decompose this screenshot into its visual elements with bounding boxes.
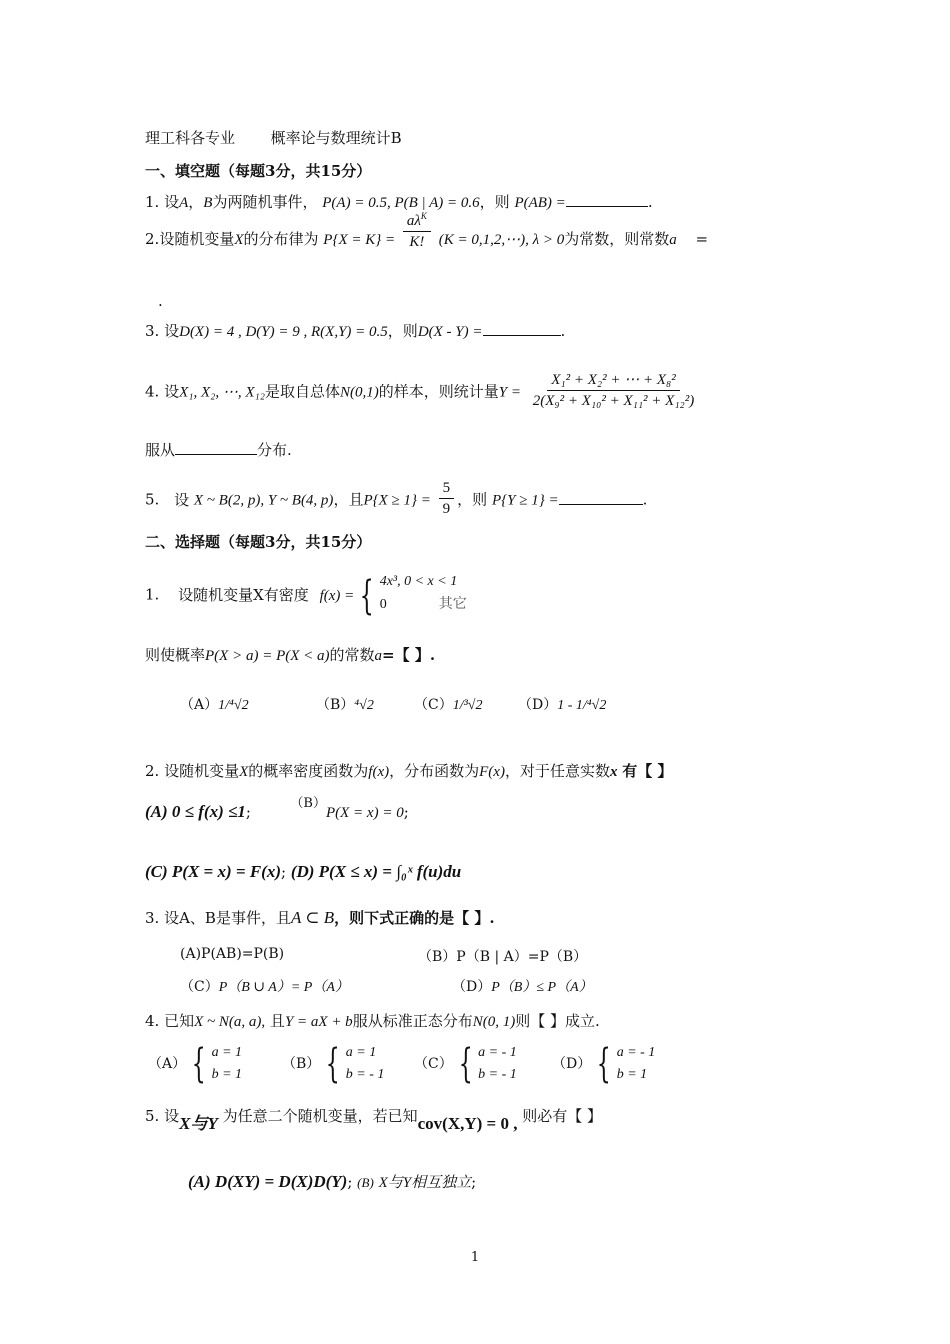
option-line1: a = - 1: [478, 1045, 517, 1060]
s1-q4: [145, 374, 701, 411]
s2-q1-option-c[interactable]: [414, 694, 483, 714]
option-label: （A）: [148, 1056, 187, 1072]
s1-q5: [145, 482, 647, 519]
s2-q4-expr2: Y = aX + b: [284, 1014, 353, 1030]
s1-q1-vars: A: [179, 195, 189, 211]
s2-q2-Fx: F(x): [479, 764, 505, 780]
s1-q1-text-b: 为两随机事件，: [212, 193, 318, 211]
option-line2: b = 1: [616, 1067, 648, 1082]
s2-q2-text-e: 有【 】: [622, 762, 673, 780]
s1-q2-var-a: a: [669, 232, 677, 248]
s1-q2-frac-sup: K: [420, 211, 427, 221]
s2-q1-line2b: 的常数: [329, 646, 375, 664]
s2-q4-option-c[interactable]: （C） { a = - 1 b = - 1: [414, 1041, 517, 1087]
option-label: （B）: [316, 697, 355, 713]
s1-q1-text-c: ，则: [479, 193, 510, 211]
s1-q5-expr: X ~ B(2, p), Y ~ B(4, p): [193, 492, 334, 509]
header-line: [145, 128, 402, 148]
s1-q2-fraction: [403, 206, 431, 252]
answer-blank[interactable]: [559, 490, 643, 505]
option-line2: b = - 1: [478, 1067, 517, 1082]
s1-q4-line2: [145, 440, 292, 460]
s2-q1-option-b[interactable]: [316, 694, 374, 714]
s2-q5-option-a[interactable]: (A) D(XY) = D(X)D(Y): [188, 1172, 348, 1191]
s1-q2-end: .: [158, 292, 163, 310]
section1-title: 一、填空题（每题3分，共15分）: [145, 162, 372, 180]
s2-q4-option-b[interactable]: （B） { a = 1 b = - 1: [282, 1041, 385, 1087]
s2-q1-line2-var: a: [374, 648, 383, 664]
s1-q2-text-a: 设随机变量: [159, 230, 235, 248]
option-label: （C）: [414, 1056, 453, 1072]
s1-q1-num: 1.: [145, 193, 160, 211]
answer-blank[interactable]: [483, 321, 561, 336]
s2-q4-expr3: N(0, 1): [472, 1014, 516, 1030]
s1-q1-ask: P(AB) =: [514, 195, 566, 211]
s1-q5-ask: P{Y ≥ 1} =: [491, 492, 559, 509]
s1-q3-text-b: ，则: [387, 322, 418, 340]
s2-q5-vars: X与Y: [179, 1114, 218, 1133]
s1-q2-cond: (K = 0,1,2,⋯), λ > 0: [438, 232, 565, 248]
s2-q4: [145, 1011, 600, 1032]
s2-q4-text-d: 则【 】成立.: [515, 1012, 600, 1030]
s1-q4-fraction: [529, 370, 699, 411]
s2-q1-line2c: =【 】.: [382, 646, 436, 664]
s2-q1-case2b: 其它: [438, 596, 467, 612]
s2-q1: [145, 572, 467, 619]
s2-q2-option-c[interactable]: (C) P(X = x) = F(x): [145, 862, 281, 881]
option-value: 1/³√2: [452, 698, 483, 713]
s1-q4-denominator: 2(X₉² + X₁₀² + X₁₁² + X₁₂²): [532, 393, 695, 409]
s2-q3-option-a[interactable]: (A)P(AB)=P(B): [180, 946, 285, 962]
s1-q3-expr: D(X) = 4 , D(Y) = 9 , R(X,Y) = 0.5: [179, 324, 388, 340]
s2-q2-option-d[interactable]: (D) P(X ≤ x) = ∫₀ˣ f(u)du: [290, 862, 462, 881]
s1-q2-eq: =: [695, 230, 709, 248]
s1-q5-text-c: ，则: [457, 490, 488, 509]
s2-q1-case1: 4x³, 0 < x < 1: [379, 574, 458, 589]
s2-q1-case2a: 0: [379, 597, 387, 612]
option-line2: b = 1: [211, 1067, 243, 1082]
s2-q1-option-a[interactable]: [180, 694, 249, 714]
s2-q4-option-a[interactable]: （A） { a = 1 b = 1: [148, 1041, 243, 1087]
s1-q2-var-x: X: [234, 232, 244, 248]
s2-q2-option-a[interactable]: (A) 0 ≤ f(x) ≤1: [145, 802, 246, 821]
s1-q5-num: 5.: [145, 490, 160, 509]
option-label: （B）: [282, 1056, 321, 1072]
option-value: P（B ∪ A）= P（A）: [218, 980, 349, 995]
s2-q1-brace: {: [359, 572, 374, 619]
s1-q3-text-a: 设: [164, 322, 180, 340]
s1-q5-frac-num: 5: [439, 478, 455, 499]
s2-q2: [145, 761, 672, 782]
s1-q5-frac-den: 9: [442, 501, 451, 517]
s1-q4-text-d: 服从: [145, 441, 176, 459]
option-line1: a = 1: [345, 1045, 377, 1060]
s2-q2-option-b[interactable]: P(X = x) = 0: [325, 805, 404, 821]
s1-q5-text-b: ，且: [333, 490, 364, 509]
s1-q2-lhs: P{X = K} =: [323, 232, 396, 248]
option-value: P（B）≤ P（A）: [491, 980, 593, 995]
s1-q3-ask: D(X - Y) =: [417, 324, 483, 340]
s1-q2-text-c: 为常数，则常数: [564, 230, 670, 248]
s1-q1-text-a: 设: [164, 193, 180, 211]
s1-q2-frac-num: aλ: [406, 213, 421, 229]
s2-q2-options-ab: (A) 0 ≤ f(x) ≤1; （B）P(X = x) = 0;: [145, 796, 409, 821]
s1-q4-num: 4.: [145, 382, 160, 401]
s2-q3-text-a: 设A、B是事件，且: [164, 909, 291, 927]
page-number: 1: [470, 1250, 480, 1265]
option-label: （B）: [290, 796, 326, 811]
s1-q5-text-a: 设: [174, 490, 190, 509]
s2-q3-option-c[interactable]: [180, 976, 349, 996]
s2-q5-text-a: 设: [164, 1107, 180, 1125]
s1-q4-numerator: X₁² + X₂² + ⋯ + X₈²: [547, 370, 680, 391]
option-line1: a = - 1: [616, 1045, 656, 1060]
option-label: （C）: [414, 697, 453, 713]
s2-q1-line2-expr: P(X > a) = P(X < a): [205, 648, 330, 664]
answer-blank[interactable]: [566, 192, 648, 207]
s2-q3-text-b: ，则下式正确的是【 】.: [334, 909, 495, 927]
s1-q5-lhs: P{X ≥ 1} =: [363, 492, 431, 509]
s1-q5-end: .: [642, 490, 648, 509]
s2-q5-options: (A) D(XY) = D(X)D(Y); (B) X与Y相互独立;: [188, 1172, 477, 1191]
s2-q5-text-c: 则必有【 】: [522, 1107, 603, 1125]
s2-q1-option-d[interactable]: [518, 694, 606, 714]
s2-q1-cases: [380, 571, 467, 616]
s1-q1-end: .: [647, 193, 653, 211]
s2-q4-text-c: 服从标准正态分布: [352, 1012, 473, 1030]
s1-q2-frac-den: K!: [409, 234, 425, 250]
s1-q1: 1. 设A，B为两随机事件， P(A) = 0.5, P(B | A) = 0.6，则 P(AB) = .: [145, 193, 653, 211]
s1-q5-fraction: [439, 478, 455, 519]
s2-q3-option-d[interactable]: [452, 976, 593, 996]
s1-q2-text-b: 的分布律为: [243, 230, 319, 248]
s2-q2-text-c: ，分布函数为: [389, 762, 480, 780]
option-label: （D）: [552, 1056, 592, 1072]
s2-q1-fx: f(x) =: [319, 587, 355, 604]
s1-q2-num: 2.: [145, 230, 160, 248]
section2-title: 二、选择题（每题3分，共15分）: [145, 533, 372, 551]
option-value: 1/⁴√2: [218, 698, 249, 713]
s2-q2-num: 2.: [145, 762, 160, 780]
s2-q1-line2a: 则使概率: [145, 646, 206, 664]
s1-q1-expr: P(A) = 0.5, P(B | A) = 0.6: [322, 195, 480, 211]
s2-q2-options-cd: (C) P(X = x) = F(x); (D) P(X ≤ x) = ∫₀ˣ f(u)du: [145, 862, 462, 881]
s2-q2-text-d: ，对于任意实数: [504, 762, 610, 780]
header-title: 概率论与数理统计B: [270, 129, 402, 147]
s1-q1-var-b: B: [203, 195, 213, 211]
s1-q4-text-e: 分布.: [257, 441, 292, 459]
option-value: 1 - 1/⁴√2: [557, 698, 607, 713]
s2-q2-text-b: 的概率密度函数为: [248, 762, 369, 780]
s2-q5-num: 5.: [145, 1107, 160, 1125]
s1-q3: [145, 321, 565, 342]
s2-q5: [145, 1106, 603, 1133]
s2-q3-num: 3.: [145, 909, 160, 927]
s2-q4-text-a: 已知: [164, 1012, 195, 1030]
option-label: （C）: [180, 979, 219, 995]
s2-q5-text-b: 为任意二个随机变量，若已知: [222, 1107, 418, 1125]
s1-q3-num: 3.: [145, 322, 160, 340]
option-label: （D）: [518, 697, 558, 713]
header-subject: 理工科各专业: [145, 129, 236, 147]
option-line1: a = 1: [211, 1045, 243, 1060]
s2-q1-num: 1.: [145, 585, 160, 604]
s2-q2-var: x: [609, 764, 618, 780]
s2-q5-option-b[interactable]: X与Y相互独立: [378, 1175, 472, 1191]
s1-q4-y: Y =: [498, 384, 521, 401]
s2-q4-num: 4.: [145, 1012, 160, 1030]
option-label: （D）: [452, 979, 492, 995]
s1-q4-vars: X₁, X₂, ⋯, X₁₂: [179, 384, 265, 401]
s1-q4-dist: N(0,1): [339, 384, 379, 401]
s2-q3: [145, 908, 495, 928]
s2-q1-line2: [145, 645, 435, 666]
s2-q2-var-x: X: [239, 764, 249, 780]
s1-q4-text-c: 的样本，则统计量: [378, 382, 499, 401]
s2-q4-option-d[interactable]: （D） { a = - 1 b = 1: [552, 1041, 656, 1087]
option-label: (B): [357, 1175, 374, 1190]
s2-q4-text-b: 且: [269, 1012, 285, 1030]
s2-q4-expr1: X ~ N(a, a),: [194, 1014, 266, 1030]
s1-q3-end: .: [560, 322, 566, 340]
s2-q2-fx: f(x): [368, 764, 390, 780]
s2-q3-option-b[interactable]: （B）P（B | A）=P（B）: [418, 949, 588, 965]
answer-blank[interactable]: [175, 440, 257, 455]
option-line2: b = - 1: [345, 1067, 385, 1082]
s2-q1-text-a: 设随机变量X有密度: [178, 585, 309, 604]
option-value: ⁴√2: [354, 698, 374, 713]
s1-q4-text-a: 设: [164, 382, 180, 401]
option-label: （A）: [180, 697, 219, 713]
s2-q2-text-a: 设随机变量: [164, 762, 240, 780]
s1-q4-text-b: 是取自总体: [264, 382, 340, 401]
s2-q5-cov: cov(X,Y) = 0 ,: [417, 1114, 518, 1133]
s2-q3-expr: A ⊂ B: [290, 908, 335, 927]
